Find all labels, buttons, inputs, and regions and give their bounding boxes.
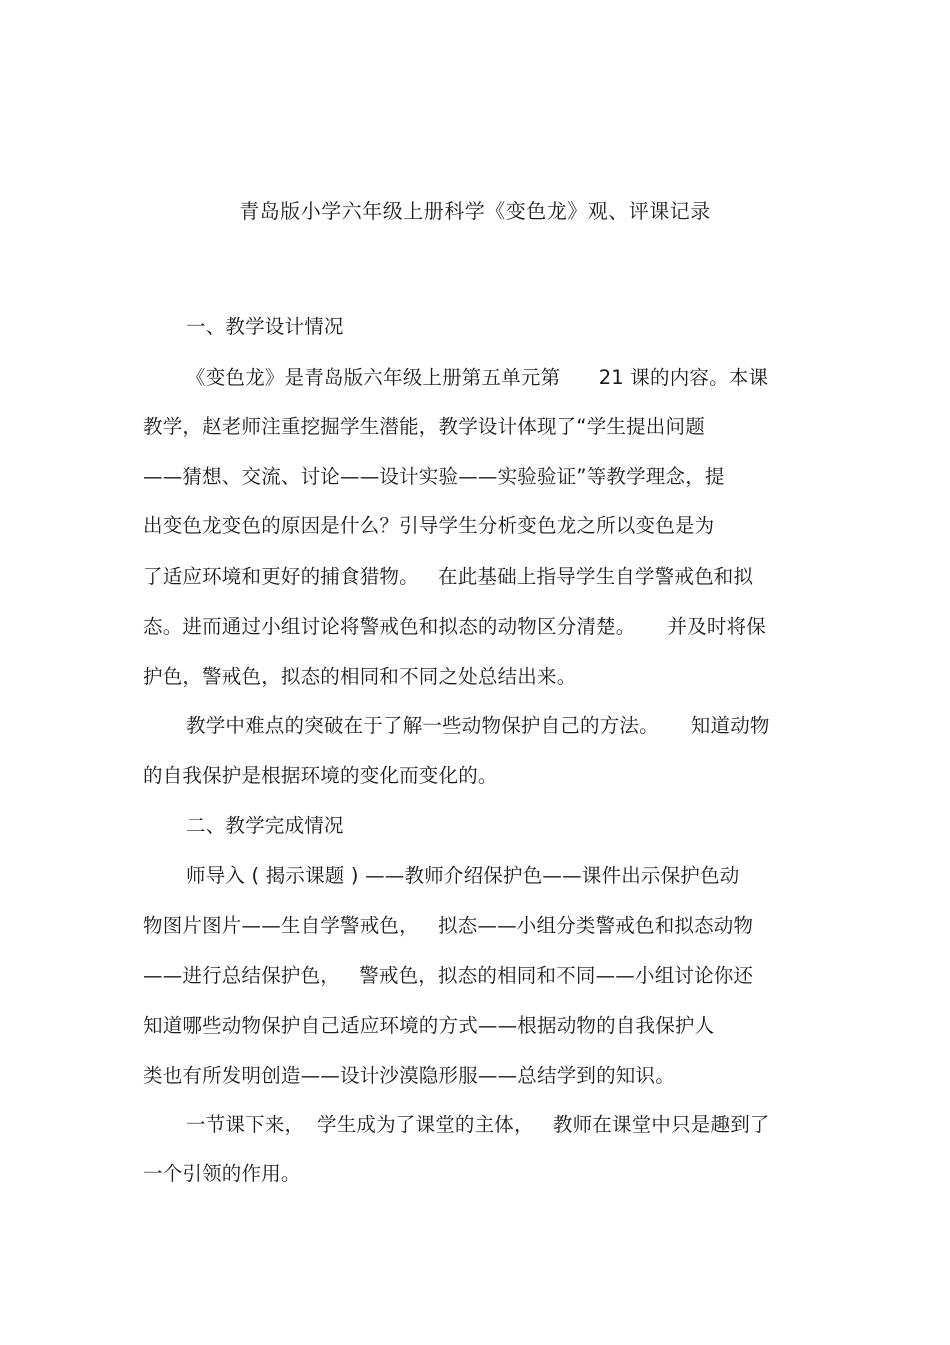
paragraph-line: 了适应环境和更好的捕食猎物。 在此基础上指导学生自学警戒色和拟 <box>143 565 754 588</box>
paragraph-line: 师导入 ( 揭示课题 ) ——教师介绍保护色——课件出示保护色动 <box>186 864 740 887</box>
paragraph-line: 物图片图片——生自学警戒色， 拟态——小组分类警戒色和拟态动物 <box>143 914 754 937</box>
paragraph-line: 一节课下来， 学生成为了课堂的主体， 教师在课堂中只是趣到了 <box>186 1113 770 1136</box>
paragraph-line: ——进行总结保护色， 警戒色，拟态的相同和不同——小组讨论你还 <box>143 964 754 987</box>
paragraph-line: 知道哪些动物保护自己适应环境的方式——根据动物的自我保护人 <box>143 1014 715 1037</box>
paragraph-line: ——猜想、交流、讨论——设计实验——实验验证”等教学理念，提 <box>143 465 725 488</box>
paragraph-line: 教学中难点的突破在于了解一些动物保护自己的方法。 知道动物 <box>186 714 770 737</box>
paragraph-line: 出变色龙变色的原因是什么？引导学生分析变色龙之所以变色是为 <box>143 514 715 537</box>
paragraph-line: 的自我保护是根据环境的变化而变化的。 <box>143 764 498 787</box>
paragraph-line: 教学，赵老师注重挖掘学生潜能，教学设计体现了“学生提出问题 <box>143 415 705 438</box>
document-title: 青岛版小学六年级上册科学《变色龙》观、评课记录 <box>239 199 711 223</box>
section-heading-completion: 二、教学完成情况 <box>186 814 344 837</box>
paragraph-line: 类也有所发明创造——设计沙漠隐形服——总结学到的知识。 <box>143 1064 675 1087</box>
paragraph-line: 一个引领的作用。 <box>143 1162 301 1185</box>
paragraph-line: 护色，警戒色，拟态的相同和不同之处总结出来。 <box>143 665 577 688</box>
paragraph-line: 态。进而通过小组讨论将警戒色和拟态的动物区分清楚。 并及时将保 <box>143 615 766 638</box>
paragraph-line: 《变色龙》是青岛版六年级上册第五单元第 21 课的内容。本课 <box>186 366 769 389</box>
section-heading-design: 一、教学设计情况 <box>186 315 344 338</box>
